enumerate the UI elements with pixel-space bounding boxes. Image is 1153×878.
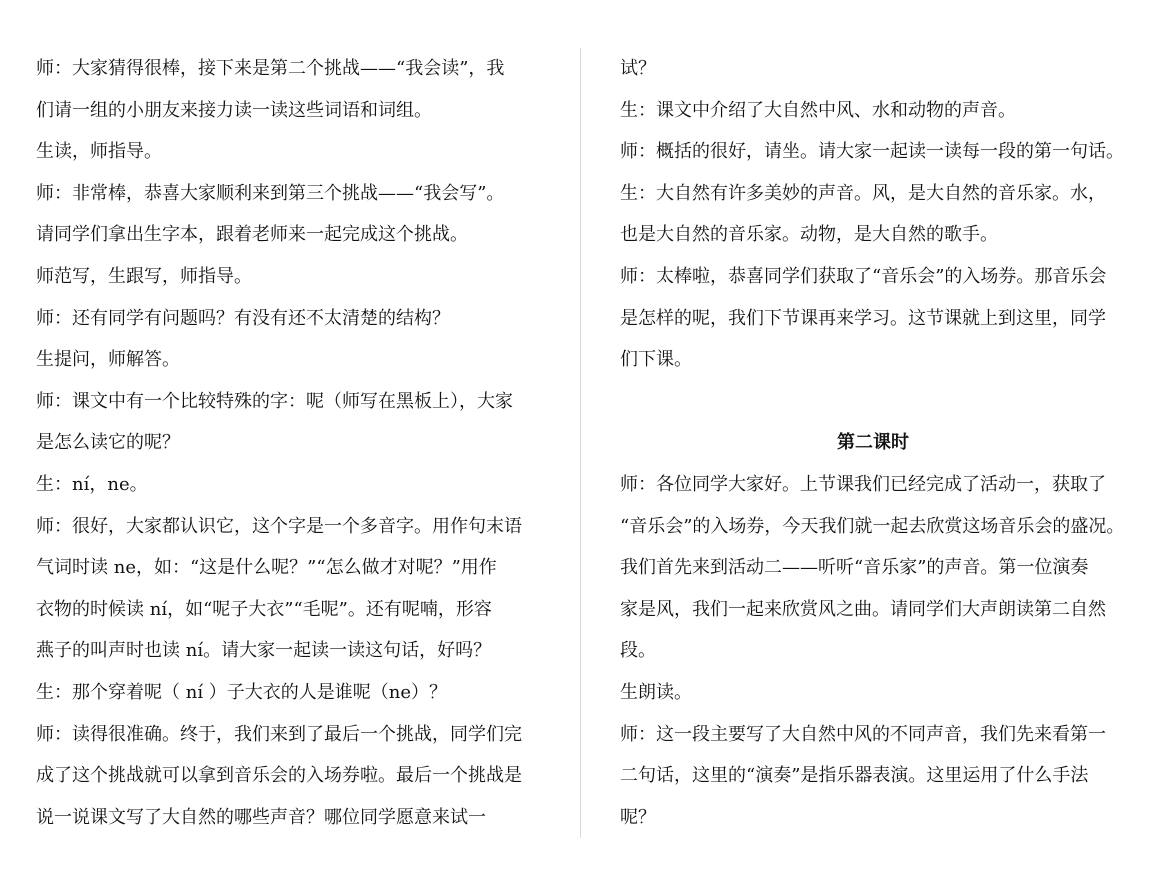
text-line: 说一说课文写了大自然的哪些声音？哪位同学愿意来试一 <box>36 806 486 828</box>
text-line: 也是大自然的音乐家。动物，是大自然的歌手。 <box>620 224 998 246</box>
text-line: 请同学们拿出生字本，跟着老师来一起完成这个挑战。 <box>36 224 468 246</box>
text-line: 生：大自然有许多美妙的声音。风，是大自然的音乐家。水， <box>620 182 1106 204</box>
text-line: 成了这个挑战就可以拿到音乐会的入场券啦。最后一个挑战是 <box>36 765 522 787</box>
text-line: 生提问，师解答。 <box>36 349 180 371</box>
text-line: 师：很好，大家都认识它，这个字是一个多音字。用作句末语 <box>36 515 522 537</box>
text-line: 气词时读 ne，如：“这是什么呢？”“怎么做才对呢？”用作 <box>36 557 497 579</box>
text-line: 师：概括的很好，请坐。请大家一起读一读每一段的第一句话。 <box>620 141 1124 163</box>
text-line: 们请一组的小朋友来接力读一读这些词语和词组。 <box>36 99 432 121</box>
text-line: 师：大家猜得很棒，接下来是第二个挑战——“我会读”，我 <box>36 58 505 79</box>
blank-line <box>620 381 1126 423</box>
text-line: 我们首先来到活动二——听听“音乐家”的声音。第一位演奏 <box>620 557 1089 579</box>
text-line: 二句话，这里的“演奏”是指乐器表演。这里运用了什么手法 <box>620 765 1089 787</box>
text-line: 师：还有同学有问题吗？有没有还不太清楚的结构？ <box>36 307 450 329</box>
text-line: 生：课文中介绍了大自然中风、水和动物的声音。 <box>620 99 1016 121</box>
text-line: 们下课。 <box>620 349 692 371</box>
text-line: 生朗读。 <box>620 681 692 703</box>
text-line: 师：读得很准确。终于，我们来到了最后一个挑战，同学们完 <box>36 723 522 745</box>
column-divider <box>580 48 581 838</box>
text-line: 生读，师指导。 <box>36 141 162 163</box>
text-line: “音乐会”的入场券，今天我们就一起去欣赏这场音乐会的盛况。 <box>620 515 1125 537</box>
text-line: 家是风，我们一起来欣赏风之曲。请同学们大声朗读第二自然 <box>620 598 1106 620</box>
left-column <box>36 48 542 838</box>
text-line: 燕子的叫声时也读 ní。请大家一起读一读这句话，好吗？ <box>36 640 492 662</box>
section-heading: 第二课时 <box>837 432 909 454</box>
text-line: 试？ <box>620 58 656 79</box>
text-line: 生：那个穿着呢（ ní ）子大衣的人是谁呢（ne）？ <box>36 681 448 703</box>
text-line: 呢？ <box>620 806 656 828</box>
text-line: 是怎么读它的呢？ <box>36 432 180 454</box>
text-line: 生：ní，ne。 <box>36 473 148 495</box>
text-line: 师：各位同学大家好。上节课我们已经完成了活动一，获取了 <box>620 473 1106 495</box>
text-line: 师：非常棒，恭喜大家顺利来到第三个挑战——“我会写”。 <box>36 182 505 204</box>
text-line: 师范写，生跟写，师指导。 <box>36 265 252 287</box>
right-column <box>620 48 1126 838</box>
text-line: 师：太棒啦，恭喜同学们获取了“音乐会”的入场券。那音乐会 <box>620 265 1107 287</box>
text-line: 段。 <box>620 640 656 662</box>
text-line: 师：这一段主要写了大自然中风的不同声音，我们先来看第一 <box>620 723 1106 745</box>
text-line: 师：课文中有一个比较特殊的字：呢（师写在黑板上），大家 <box>36 390 513 412</box>
text-line: 衣物的时候读 ní，如“呢子大衣”“毛呢”。还有呢喃，形容 <box>36 598 492 620</box>
text-line: 是怎样的呢，我们下节课再来学习。这节课就上到这里，同学 <box>620 307 1106 329</box>
